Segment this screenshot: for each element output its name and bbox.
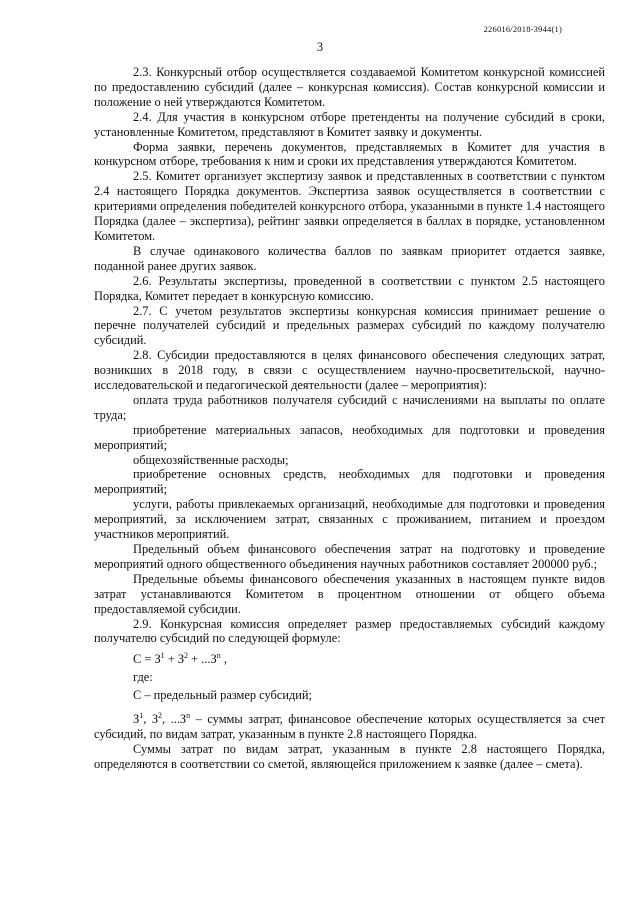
paragraph-2-9: 2.9. Конкурсная комиссия определяет размер предоставляемых субсидий каждому получателю субсидий по следующей формуле: [94, 616, 605, 646]
list-item-general-expenses: общехозяйственные расходы; [133, 452, 289, 467]
paragraph-2-3: 2.3. Конкурсный отбор осуществляется создаваемой Комитетом конкурсной комиссией по предоставлению субсидий (далее – конкурсная комиссия). Состав конкурсной комиссии и положение о ней утверждаются Комитетом. [94, 65, 605, 109]
paragraph-2-6: 2.6. Результаты экспертизы, проведенной в соответствии с пунктом 2.5 настоящего Порядка, Комитет передает в конкурсную комиссию. [94, 273, 605, 303]
list-item-fixed-assets: приобретение основных средств, необходимых для подготовки и проведения мероприятий; [94, 467, 605, 497]
paragraph-max-volumes-percent: Предельные объемы финансового обеспечения указанных в настоящем пункте видов затрат устанавливаются Комитетом в процентном отношении от общего объема предоставляемой субсидии. [94, 571, 605, 616]
page-number: 3 [316, 40, 324, 54]
paragraph-max-volume: Предельный объем финансового обеспечения затрат на подготовку и проведение мероприятий одного общественного объединения научных работников составляет 200000 руб.; [94, 542, 605, 571]
paragraph-2-8: 2.8. Субсидии предоставляются в целях финансового обеспечения следующих затрат, возникших в 2018 году, в связи с осуществлением научно-просветительской, научно-исследовательской и педагогической деятельности (далее – мероприятия): [94, 348, 605, 393]
document-number: 226016/2018-3944(1) [483, 24, 562, 34]
list-item-materials: приобретение материальных запасов, необходимых для подготовки и проведения мероприятий; [94, 422, 605, 452]
where-label: где: [133, 670, 153, 685]
subsidy-formula: $С = З^1 + З^2 + ...З^n$ , [133, 651, 227, 667]
list-item-services: услуги, работы привлекаемых организаций, необходимые для подготовки и проведения мероприятий, за исключением затрат, связанных с проживанием, питанием и проездом участников мероприятий. [94, 497, 605, 542]
paragraph-2-5: 2.5. Комитет организует экспертизу заявок и представленных в соответствии с пунктом 2.4 настоящего Порядка документов. Экспертиза заявок осуществляется в соответствии с критериями определения победителей конкурсного отбора, указанными в пункте 1.4 настоящего Порядка (далее – экспертиза), рейтинг заявки определяется в баллах в порядке, установленном Комитетом. [94, 169, 605, 243]
paragraph-2-7: 2.7. С учетом результатов экспертизы конкурсная комиссия принимает решение о перечне получателей субсидий и предельных размерах субсидий по каждому получателю субсидий. [94, 303, 605, 348]
paragraph-cost-estimate: Суммы затрат по видам затрат, указанным в пункте 2.8 настоящего Порядка, определяются в соответствии со сметой, являющейся приложением к заявке (далее – смета). [94, 741, 605, 771]
z-definition: $З^1$, $З^2$, $...З^n$ – суммы затрат, финансовое обеспечение которых осуществляется за счет субсидий, по видам затрат, указанным в пункте 2.8 настоящего Порядка. [94, 711, 605, 741]
paragraph-application-form: Форма заявки, перечень документов, представляемых в Комитет для участия в конкурсном отборе, требования к ним и сроки их представления утверждаются Комитетом. [94, 139, 605, 169]
c-definition: С – предельный размер субсидий; [133, 688, 312, 703]
paragraph-equal-score: В случае одинакового количества баллов по заявкам приоритет отдается заявке, поданной ранее других заявок. [94, 243, 605, 273]
document-body [94, 65, 605, 772]
list-item-salary: оплата труда работников получателя субсидий с начислениями на выплаты по оплате труда; [94, 392, 605, 422]
paragraph-2-4: 2.4. Для участия в конкурсном отборе претенденты на получение субсидий в сроки, установленные Комитетом, представляют в Комитет заявку и документы. [94, 109, 605, 139]
